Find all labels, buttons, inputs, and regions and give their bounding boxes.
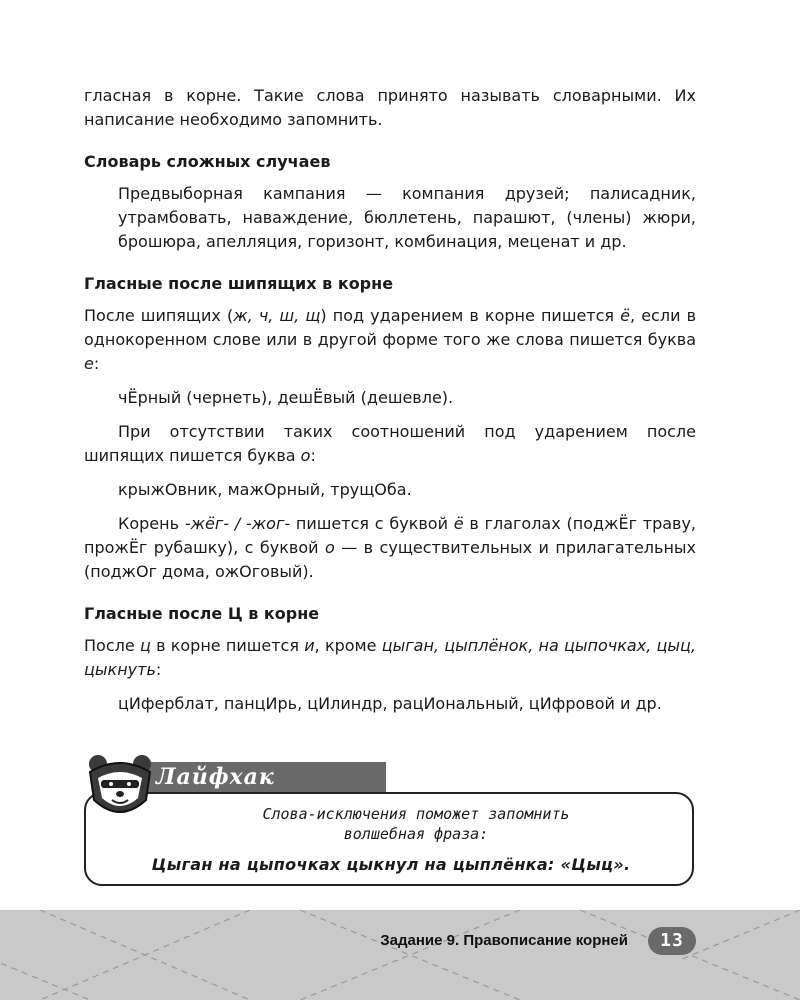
footer-task-label: Задание 9. Правописание корней [380,932,628,949]
lifehack-block [84,752,696,892]
page-number: 13 [648,927,696,955]
lifehack-box [84,792,694,886]
bear-mascot-icon [84,752,156,824]
ts-example: цИферблат, панцИрь, цИлиндр, рацИональный, цИфровой и др. [118,694,662,713]
sibilants-heading: Гласные после шипящих в корне [84,274,394,293]
lifehack-line-1: Слова-исключения поможет запомнить [262,805,570,823]
lifehack-text [176,804,656,844]
ts-heading: Гласные после Ц в корне [84,604,320,623]
page-content [84,84,696,716]
dictionary-paragraph: Предвыборная кампания — компания друзей; палисадник, утрамбовать, наваждение, бюллетень, парашют, (члены) жюри, брошюра, апелляция, горизонт, комбинация, меценат и др. [118,184,696,251]
footer-pattern [0,910,800,1000]
lifehack-line-2: волшебная фраза: [343,825,489,843]
sibilants-paragraph-3: Корень -жёг- / -жог- пишется с буквой ё в глаголах (поджЁг траву, прожЁг рубашку), с буквой о — в существительных и прилагательных (поджОг дома, ожОговый). [84,514,697,581]
ts-rule: После ц в корне пишется и, кроме цыган, цыплёнок, на цыпочках, цыц, цыкнуть: [84,636,697,679]
dictionary-heading: Словарь сложных случаев [84,152,331,171]
sibilants-example-2: крыжОвник, мажОрный, трущОба. [118,480,412,499]
lifehack-phrase: Цыган на цыпочках цыкнул на цыплёнка: «Цыц». [151,855,631,874]
sibilants-paragraph-2: При отсутствии таких соотношений под ударением после шипящих пишется буква о: [84,422,696,465]
sibilants-example-1: чЁрный (чернеть), дешЁвый (дешевле). [118,388,454,407]
lifehack-title: Лайфхак [142,762,386,792]
sibilants-rule: После шипящих (ж, ч, ш, щ) под ударением в корне пишется ё, если в однокоренном слове или в другой форме того же слова пишется буква е: [84,306,697,373]
footer [0,910,800,1000]
intro-paragraph: гласная в корне. Такие слова принято называть словарными. Их написание необходимо запомнить. [84,86,696,129]
